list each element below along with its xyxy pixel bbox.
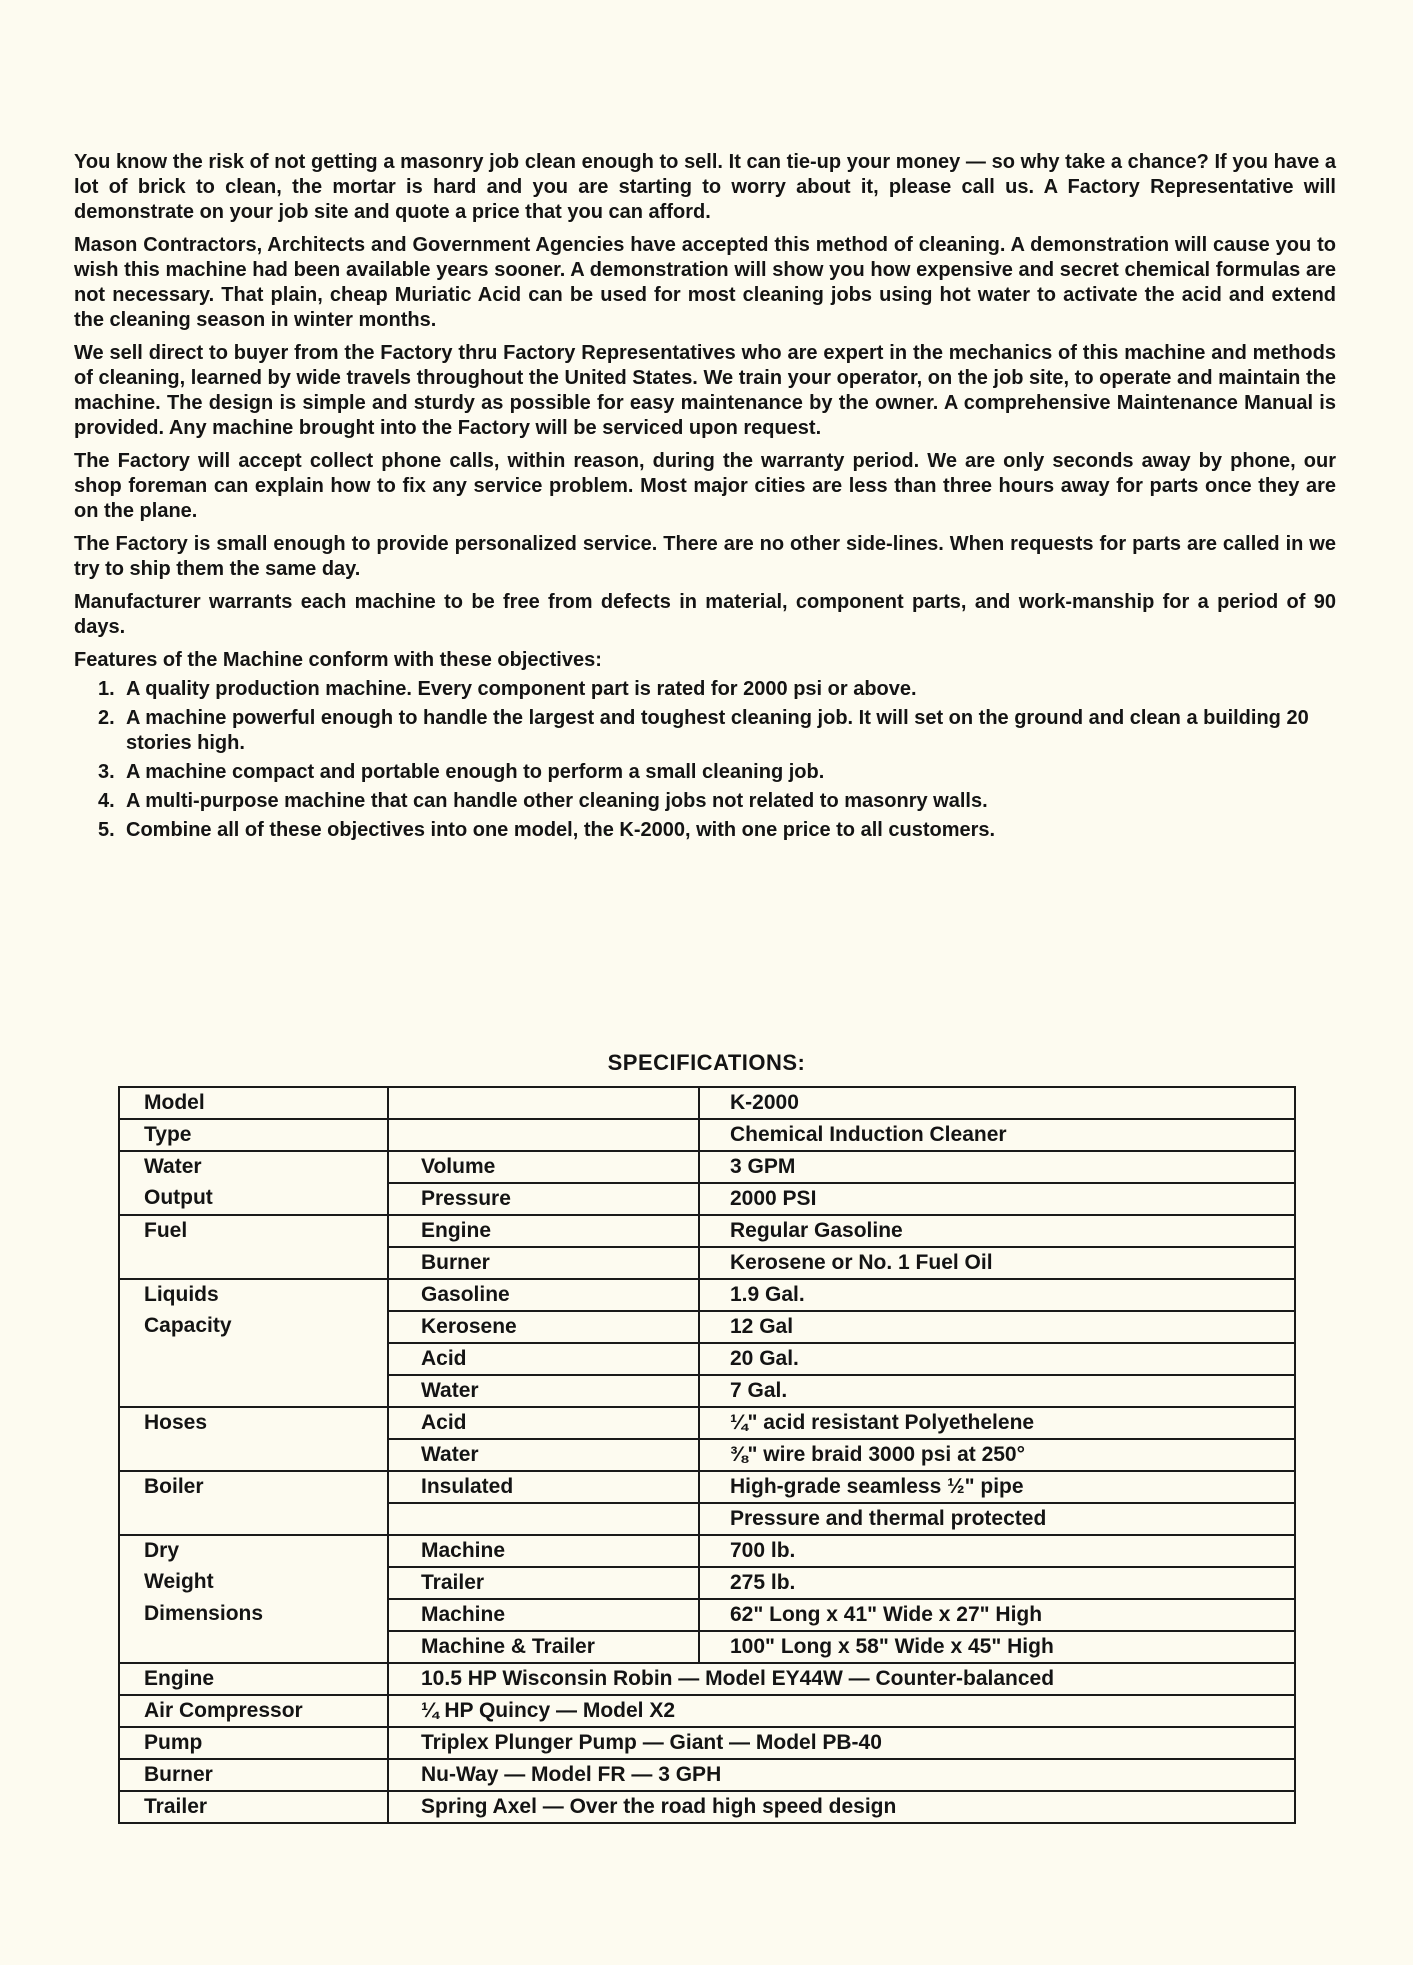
table-row: Dimensions Machine 62" Long x 41" Wide x 27" High <box>119 1599 1295 1631</box>
table-row: Weight Trailer 275 lb. <box>119 1567 1295 1599</box>
paragraph: You know the risk of not getting a masonry job clean enough to sell. It can tie-up your money — so why take a chance? If you have a lot of brick to clean, the mortar is hard and you are starting to worry about it, please call us. A Factory Representative will demonstrate on your job site and quote a price that you can afford. <box>74 151 1336 223</box>
features-intro: Features of the Machine conform with these objectives: <box>74 649 602 671</box>
table-row: Burner Nu-Way — Model FR — 3 GPH <box>119 1759 1295 1791</box>
table-row: Fuel Engine Regular Gasoline <box>119 1215 1295 1247</box>
table-row: Capacity Kerosene 12 Gal <box>119 1311 1295 1343</box>
specifications-table <box>118 1086 1296 1824</box>
table-row: Pump Triplex Plunger Pump — Giant — Model PB-40 <box>119 1727 1295 1759</box>
list-item: 1. A quality production machine. Every component part is rated for 2000 psi or above. <box>98 678 917 700</box>
table-row: Air Compressor ¼ HP Quincy — Model X2 <box>119 1695 1295 1727</box>
table-row: Dry Machine 700 lb. <box>119 1535 1295 1567</box>
list-item: 5. Combine all of these objectives into one model, the K-2000, with one price to all customers. <box>98 819 996 841</box>
specifications-title: SPECIFICATIONS: <box>607 1050 806 1075</box>
table-row: Water Volume 3 GPM <box>119 1151 1295 1183</box>
paragraph: Manufacturer warrants each machine to be free from defects in material, component parts, and work-manship for a period of 90 days. <box>74 591 1336 638</box>
table-row: Type Chemical Induction Cleaner <box>119 1119 1295 1151</box>
paragraph: The Factory is small enough to provide personalized service. There are no other side-lines. When requests for parts are called in we try to ship them the same day. <box>74 533 1336 580</box>
table-row: Output Pressure 2000 PSI <box>119 1183 1295 1215</box>
paragraph: Mason Contractors, Architects and Government Agencies have accepted this method of cleaning. A demonstration will cause you to wish this machine had been available years sooner. A demonstration will show you how expensive and secret chemical formulas are not necessary. That plain, cheap Muriatic Acid can be used for most cleaning jobs using hot water to activate the acid and extend the cleaning season in winter months. <box>74 234 1336 331</box>
list-item: 2. A machine powerful enough to handle the largest and toughest cleaning job. It will set on the ground and clean a building 20 stories high. <box>98 707 1309 754</box>
table-row: Pressure and thermal protected <box>119 1503 1295 1535</box>
list-item: 4. A multi-purpose machine that can handle other cleaning jobs not related to masonry walls. <box>98 790 988 812</box>
table-row: Engine 10.5 HP Wisconsin Robin — Model EY44W — Counter-balanced <box>119 1663 1295 1695</box>
list-item: 3. A machine compact and portable enough to perform a small cleaning job. <box>98 761 825 783</box>
table-row: Trailer Spring Axel — Over the road high speed design <box>119 1791 1295 1823</box>
body-text <box>74 150 1336 847</box>
table-row: Hoses Acid ¼" acid resistant Polyethelene <box>119 1407 1295 1439</box>
table-row: Liquids Gasoline 1.9 Gal. <box>119 1279 1295 1311</box>
table-row: Water ⅜" wire braid 3000 psi at 250° <box>119 1439 1295 1471</box>
table-row: Water 7 Gal. <box>119 1375 1295 1407</box>
table-row: Burner Kerosene or No. 1 Fuel Oil <box>119 1247 1295 1279</box>
table-row: Machine & Trailer 100" Long x 58" Wide x 45" High <box>119 1631 1295 1663</box>
table-row: Acid 20 Gal. <box>119 1343 1295 1375</box>
paragraph: We sell direct to buyer from the Factory thru Factory Representatives who are expert in the mechanics of this machine and methods of cleaning, learned by wide travels throughout the United States. We train your operator, on the job site, to operate and maintain the machine. The design is simple and sturdy as possible for easy maintenance by the owner. A comprehensive Maintenance Manual is provided. Any machine brought into the Factory will be serviced upon request. <box>74 342 1336 439</box>
paragraph: The Factory will accept collect phone calls, within reason, during the warranty period. We are only seconds away by phone, our shop foreman can explain how to fix any service problem. Most major cities are less than three hours away for parts once they are on the plane. <box>74 450 1336 522</box>
features-list <box>74 677 1336 843</box>
table-row: Boiler Insulated High-grade seamless ½" pipe <box>119 1471 1295 1503</box>
table-row: Model K-2000 <box>119 1087 1295 1119</box>
